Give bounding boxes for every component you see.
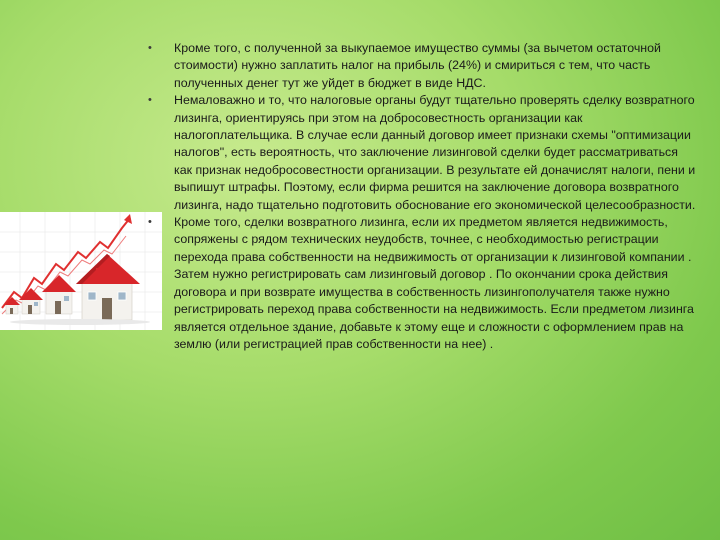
- house-small: [4, 297, 20, 314]
- bullet-item: [148, 92, 696, 214]
- bullet-list: [148, 40, 696, 353]
- house-large: [76, 254, 140, 320]
- houses-growth-illustration: [0, 212, 162, 330]
- bullet-item: [148, 214, 696, 353]
- rising-houses-chart-icon: [0, 212, 162, 330]
- bullet-item: [148, 40, 696, 92]
- bullet-text: • Немаловажно и то, что налоговые органы будут тщательно проверять сделку возвратного лизинга, ориентируясь при этом на добросовестность организации как налогоплательщика. В случае если данный договор имеет признаки схемы "оптимизации налогов", есть вероятность, что заключение лизинговой сделки будет рассматриваться как признак недобросовестности организации. В результате ей доначислят налоги, пени и выпишут штрафы. Поэтому, если фирма решится на заключение договора возвратного лизинга, надо тщательно подготовить обоснование его экономической целесообразности.: [174, 93, 696, 212]
- house-medium: [42, 275, 76, 314]
- ground-shadow: [10, 319, 150, 325]
- bullet-text: • Кроме того, с полученной за выкупаемое имущество суммы (за вычетом остаточной стоимости) нужно заплатить налог на прибыль (24%) и смириться с тем, что часть полученных денег тут же уйдет в бюджет в виде НДС.: [174, 41, 661, 90]
- bullet-text: • Кроме того, сделки возвратного лизинга, если их предметом является недвижимость, сопряжены с рядом технических неудобств, точнее, с необходимостью регистрации перехода права собственности на недвижимость от организации к лизинговой компании . Затем нужно регистрировать сам лизинговый договор . По окончании срока действия договора и при возврате имущества в собственность лизингополучателя также нужно регистрировать переход права собственности на недвижимость. Если предметом лизинга является отдельное здание, добавьте к этому еще и сложности с оформлением прав на землю (или регистрацией прав собственности на нее) .: [174, 215, 694, 351]
